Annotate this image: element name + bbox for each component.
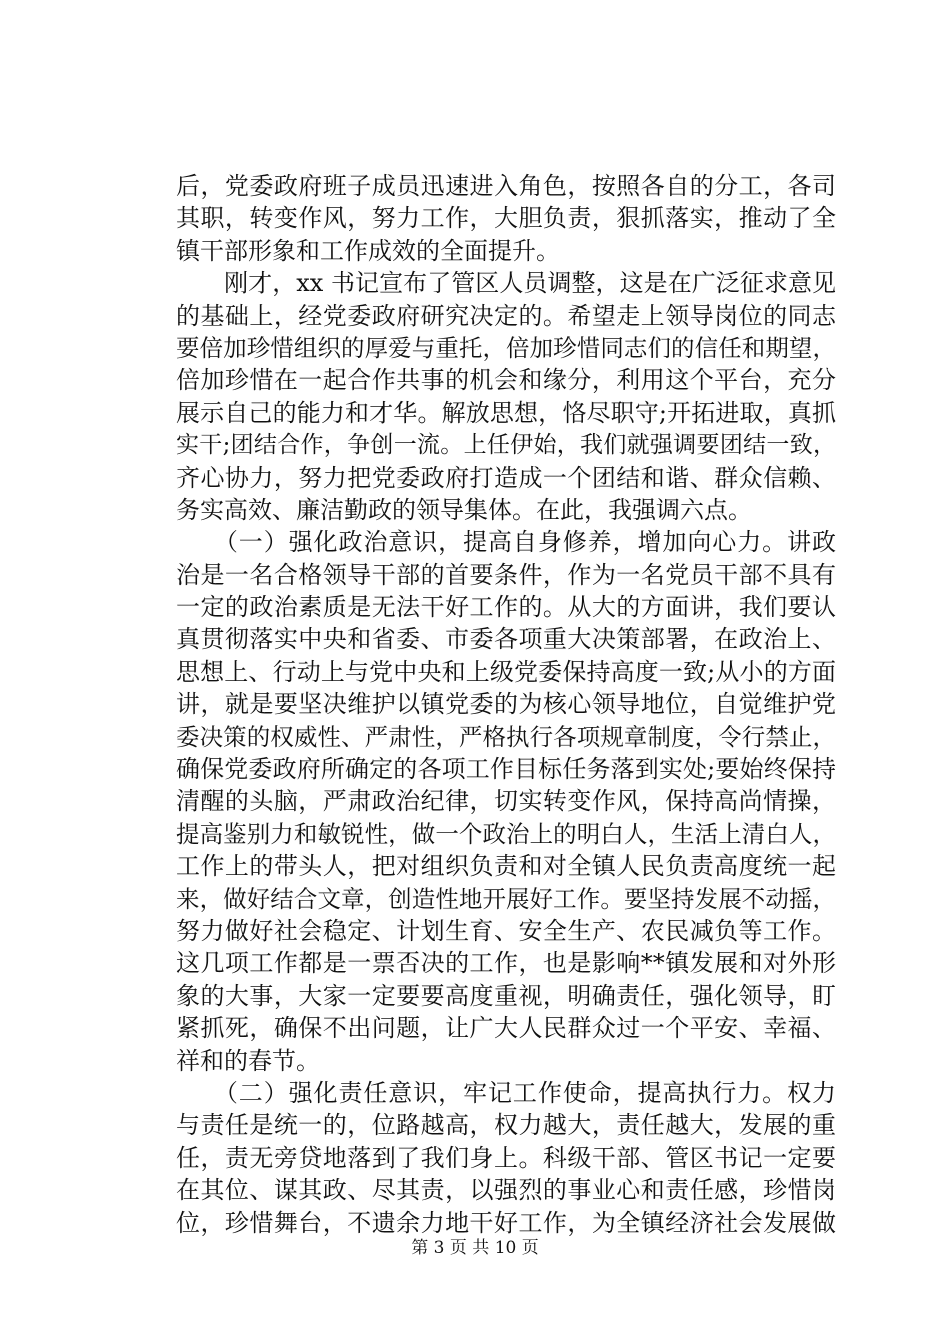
text-line: 其职，转变作风，努力工作，大胆负责，狠抓落实，推动了全 (176, 204, 836, 233)
text-line: 委决策的权威性、严肃性，严格执行各项规章制度，令行禁止， (176, 722, 836, 751)
text-line: 提高鉴别力和敏锐性，做一个政治上的明白人，生活上清白人， (176, 819, 836, 848)
text-line: 与责任是统一的，位路越高，权力越大，责任越大，发展的重 (176, 1111, 836, 1140)
text-line: （一）强化政治意识，提高自身修养，增加向心力。讲政 (176, 528, 836, 557)
text-line: 清醒的头脑，严肃政治纪律，切实转变作风，保持高尚情操， (176, 787, 836, 816)
text-line: 倍加珍惜在一起合作共事的机会和缘分，利用这个平台，充分 (176, 366, 836, 395)
text-line: 要倍加珍惜组织的厚爱与重托，倍加珍惜同志们的信任和期望， (176, 333, 836, 362)
text-line: 齐心协力，努力把党委政府打造成一个团结和谐、群众信赖、 (176, 463, 836, 492)
text-line: 展示自己的能力和才华。解放思想，恪尽职守;开拓进取，真抓 (176, 398, 836, 427)
text-line: 真贯彻落实中央和省委、市委各项重大决策部署，在政治上、 (176, 625, 836, 654)
document-body (176, 170, 836, 1239)
text-line: 这几项工作都是一票否决的工作，也是影响**镇发展和对外形 (176, 949, 836, 978)
text-line: 祥和的春节。 (176, 1046, 320, 1075)
text-line: 在其位、谋其政、尽其责，以强烈的事业心和责任感，珍惜岗 (176, 1176, 836, 1205)
text-line: 的基础上，经党委政府研究决定的。希望走上领导岗位的同志 (176, 301, 836, 330)
text-line: 确保党委政府所确定的各项工作目标任务落到实处;要始终保持 (176, 755, 836, 784)
text-line: （二）强化责任意识，牢记工作使命，提高执行力。权力 (176, 1078, 836, 1107)
text-line: 象的大事，大家一定要要高度重视，明确责任，强化领导，盯 (176, 981, 836, 1010)
text-line: 讲，就是要坚决维护以镇党委的为核心领导地位，自觉维护党 (176, 690, 836, 719)
text-line: 工作上的带头人，把对组织负责和对全镇人民负责高度统一起 (176, 852, 836, 881)
text-line: 位，珍惜舞台，不遗余力地干好工作，为全镇经济社会发展做 (176, 1208, 836, 1237)
text-line: 镇干部形象和工作成效的全面提升。 (176, 236, 560, 265)
text-line: 实干;团结合作，争创一流。上任伊始，我们就强调要团结一致， (176, 432, 836, 459)
text-line: 来，做好结合文章，创造性地开展好工作。要坚持发展不动摇， (176, 884, 836, 913)
text-line: 思想上、行动上与党中央和上级党委保持高度一致;从小的方面 (176, 657, 836, 686)
text-line: 努力做好社会稳定、计划生育、安全生产、农民减负等工作。 (176, 916, 836, 945)
text-line: 紧抓死，确保不出问题，让广大人民群众过一个平安、幸福、 (176, 1014, 836, 1043)
text-line: 务实高效、廉洁勤政的领导集体。在此，我强调六点。 (176, 495, 752, 524)
text-line: 后，党委政府班子成员迅速进入角色，按照各自的分工，各司 (176, 172, 836, 200)
page-footer: 第 3 页 共 10 页 (411, 1238, 539, 1258)
text-line: 任，责无旁贷地落到了我们身上。科级干部、管区书记一定要 (176, 1143, 836, 1172)
text-line: 一定的政治素质是无法干好工作的。从大的方面讲，我们要认 (176, 593, 836, 622)
text-line: 刚才，xx 书记宣布了管区人员调整，这是在广泛征求意见 (176, 269, 836, 298)
text-line: 治是一名合格领导干部的首要条件，作为一名党员干部不具有 (176, 560, 836, 589)
